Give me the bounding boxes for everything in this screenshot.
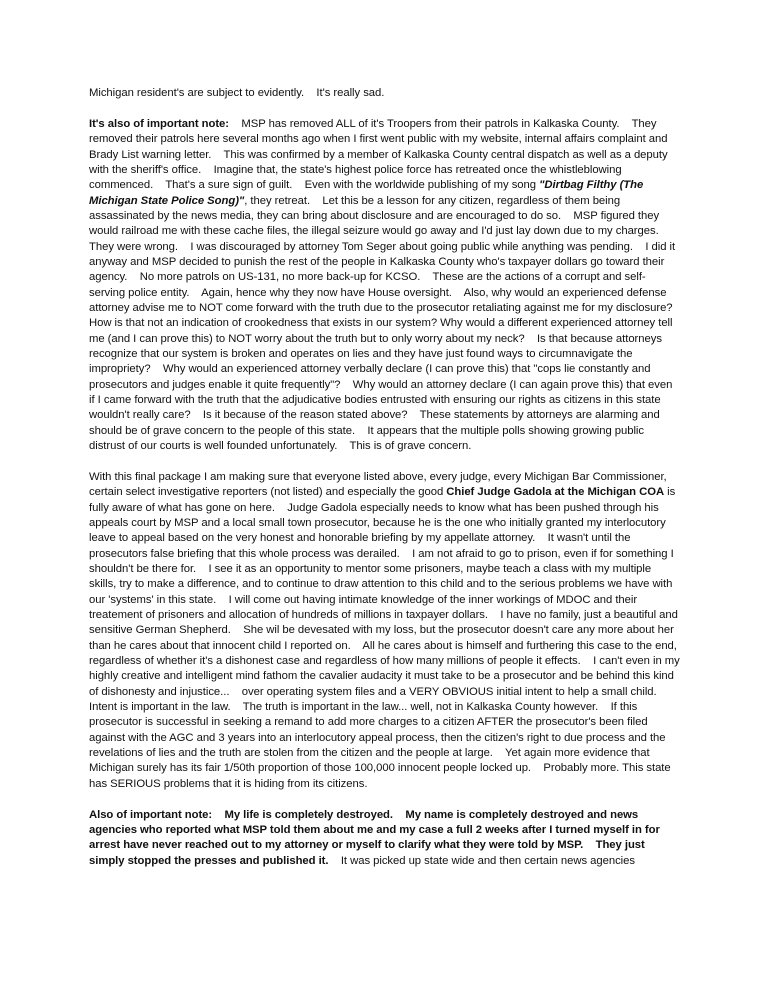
paragraph-lead-bold: It's also of important note: [89, 117, 229, 130]
document-page [89, 86, 685, 869]
paragraph-life-destroyed [89, 808, 680, 869]
paragraph-text: MSP has removed ALL of it's Troopers from their patrols in Kalkaska County. They removed their patrols here several months ago when I first went public with my website, internal affairs complaint and Brady List warning letter. This was confirmed by a member of Kalkaska County central dispatch as well as a deputy with the sheriff's office. Imagine that, the state's highest police force has retreated once the whistleblowing commenced. That's a sure sign of guilt. Even with the worldwide publishing of my song [89, 117, 671, 192]
paragraph-final-package [89, 470, 683, 792]
judge-name-bold: Chief Judge Gadola at the Michigan COA [446, 486, 665, 499]
paragraph-text: With this final package I am making sure that everyone listed above, every judge, every Michigan Bar Commissioner, certain select investigative reporters (not listed) and especially the good [89, 470, 670, 499]
paragraph-bold-text: Also of important note: My life is completely destroyed. My name is completely destroyed and news agencies who reported what MSP told them about me and my case a full 2 weeks after I turned myself in for arrest have never reached out to my attorney or myself to clarify what they were told by MSP. They just simply stopped the presses and published it. [89, 808, 663, 867]
paragraph-intro: Michigan resident's are subject to evidently. It's really sad. [89, 87, 385, 99]
paragraph-gap [89, 101, 680, 117]
paragraph-text: It was picked up state wide and then certain news agencies [328, 854, 635, 867]
paragraph-text: , they retreat. Let this be a lesson for any citizen, regardless of them being assassinated by the news media, they can bring about disclosure and are encouraged to do so. MSP figured they would railroad me with these cache files, the illegal seizure would go away and I'd just lay down due to my charges. They were wrong. I was discouraged by attorney Tom Seger about going public while anything was pending. I did it anyway and MSP decided to punish the rest of the people in Kalkaska County who's taxpayer dollars go toward their agency. No more patrols on US-131, no more back-up for KCSO. These are the actions of a corrupt and self-serving police entity. Again, hence why they now have House oversight. Also, why would an experienced defense attorney advise me to NOT come forward with the truth due to the prosecutor retaliating against me for my disclosure? How is that not an indication of crookedness that exists in our system? Why would a different experienced attorney tell me (and I can prove this) to NOT worry about the truth but to only worry about my neck? Is that because attorneys recognize that our system is broken and operates on lies and they have just found ways to circumnavigate the impropriety? Why would an experienced attorney verbally declare (I can prove this) that "cops lie constantly and prosecutors and judges enable it quite frequently"? Why would an attorney declare (I can again prove this) that even if I came forward with the truth that the adjudicative bodies entrusted with ensuring our rights as citizens in this state wouldn't really care? Is it because of the reason stated above? These statements by attorneys are alarming and should be of grave concern to the people of this state. It appears that the multiple polls showing growing public distrust of our courts is well founded unfortunately. This is of grave concern. [89, 194, 685, 453]
song-title: "Dirtbag Filthy (The Michigan State Police Song)" [89, 179, 647, 207]
paragraph-msp-patrols [89, 117, 685, 455]
paragraph-gap [89, 792, 680, 808]
paragraph-gap [89, 454, 680, 470]
paragraph-text: is fully aware of what has gone on here. Judge Gadola especially needs to know what has been pushed through his appeals court by MSP and a local small town prosecutor, because he is the one who initially granted my interlocutory leave to appeal based on the very honest and honorable briefing by my appellate attorney. It wasn't until the prosecutors false briefing that this whole process was derailed. I am not afraid to go to prison, even if for something I shouldn't be there for. I see it as an opportunity to mentor some prisoners, maybe teach a class with my multiple skills, try to make a difference, and to continue to draw attention to this child and to the serious problems we have with our 'systems' in this state. I will come out having intimate knowledge of the inner workings of MDOC and their treatement of prisoners and allocation of hundreds of millions in taxpayer dollars. I have no family, just a beautiful and sensitive German Shepherd. She wil be devesated with my loss, but the prosecutor doesn't care any more about her than he cares about that innocent child I reported on. All he cares about is himself and furthering this case to the end, regardless of whether it's a dishonest case and regardless of how many millions of people it effects. I can't even in my highly creative and intelligent mind fathom the cavalier audacity it must take to be a prosecutor and be behind this kind of dishonesty and injustice... over operating system files and a VERY OBVIOUS initial intent to help a small child. Intent is important in the law. The truth is important in the law... well, not in Kalkaska County however. If this prosecutor is successful in seeking a remand to add more charges to a citizen AFTER the prosecutor's been filed against with the AGC and 3 years into an interlocutory appeal process, then the citizen's right to due process and the revelations of lies and the truth are stolen from the citizen and the people at large. Yet again more evidence that Michigan surely has its fair 1/50th proportion of those 100,000 innocent people locked up. Probably more. This state has SERIOUS problems that it is hiding from its citizens. [89, 486, 683, 790]
